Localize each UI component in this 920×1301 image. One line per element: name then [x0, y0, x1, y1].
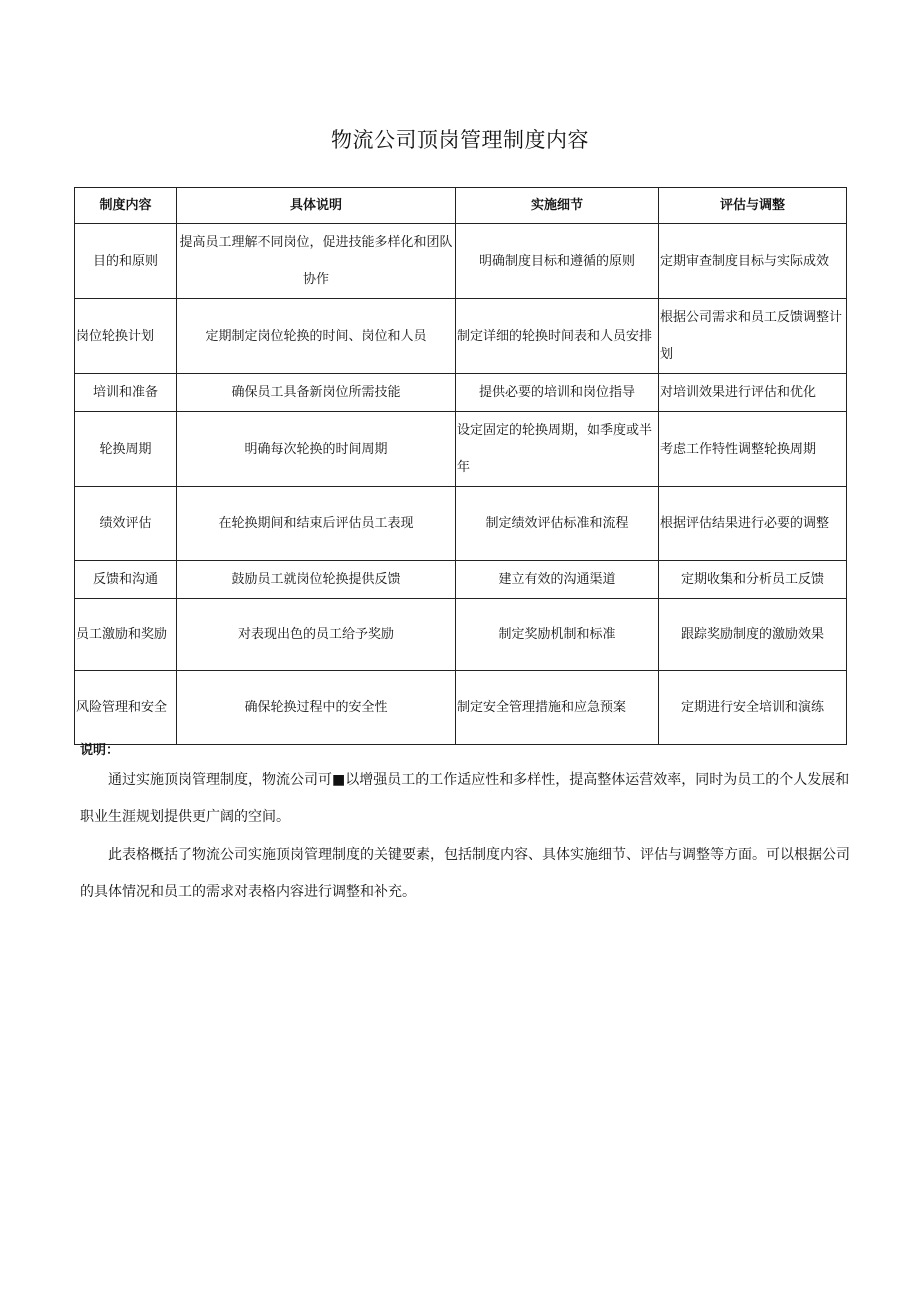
- cell-implementation: 建立有效的沟通渠道: [456, 561, 659, 599]
- notes-paragraph: 通过实施顶岗管理制度，物流公司可■以增强员工的工作适应性和多样性，提高整体运营效率，同时为员工的个人发展和职业生涯规划提供更广阔的空间。: [80, 772, 850, 825]
- cell-evaluation: 定期进行安全培训和演练: [659, 671, 847, 745]
- cell-policy: 员工激励和奖励: [75, 599, 177, 671]
- table-row: [75, 299, 847, 374]
- cell-implementation: 明确制度目标和遵循的原则: [456, 224, 659, 299]
- cell-implementation: 提供必要的培训和岗位指导: [456, 374, 659, 412]
- table-row: [75, 561, 847, 599]
- header-evaluation: 评估与调整: [659, 188, 847, 224]
- cell-implementation: 设定固定的轮换周期，如季度或半年: [456, 412, 659, 487]
- cell-description: 对表现出色的员工给予奖励: [177, 599, 456, 671]
- cell-description: 确保轮换过程中的安全性: [177, 671, 456, 745]
- table-row: [75, 671, 847, 745]
- cell-policy: 目的和原则: [75, 224, 177, 299]
- cell-evaluation: 根据评估结果进行必要的调整: [659, 487, 847, 561]
- cell-description: 提高员工理解不同岗位，促进技能多样化和团队协作: [177, 224, 456, 299]
- cell-description: 明确每次轮换的时间周期: [177, 412, 456, 487]
- cell-evaluation: 跟踪奖励制度的激励效果: [659, 599, 847, 671]
- cell-implementation: 制定详细的轮换时间表和人员安排: [456, 299, 659, 374]
- cell-policy: 反馈和沟通: [75, 561, 177, 599]
- notes-paragraph: 此表格概括了物流公司实施顶岗管理制度的关键要素，包括制度内容、具体实施细节、评估与调整等方面。可以根据公司的具体情况和员工的需求对表格内容进行调整和补充。: [80, 847, 850, 900]
- cell-description: 在轮换期间和结束后评估员工表现: [177, 487, 456, 561]
- cell-policy: 轮换周期: [75, 412, 177, 487]
- cell-evaluation: 对培训效果进行评估和优化: [659, 374, 847, 412]
- table-header-row: [75, 188, 847, 224]
- policy-table: [74, 187, 847, 745]
- table-row: [75, 412, 847, 487]
- table-row: [75, 487, 847, 561]
- cell-implementation: 制定安全管理措施和应急预案: [456, 671, 659, 745]
- cell-evaluation: 考虑工作特性调整轮换周期: [659, 412, 847, 487]
- notes-label: 说明：: [80, 743, 120, 758]
- cell-policy: 风险管理和安全: [75, 671, 177, 745]
- table-row: [75, 599, 847, 671]
- header-implementation: 实施细节: [456, 188, 659, 224]
- cell-policy: 绩效评估: [75, 487, 177, 561]
- cell-policy: 岗位轮换计划: [75, 299, 177, 374]
- header-policy-content: 制度内容: [75, 188, 177, 224]
- cell-evaluation: 定期收集和分析员工反馈: [659, 561, 847, 599]
- cell-evaluation: 根据公司需求和员工反馈调整计划: [659, 299, 847, 374]
- cell-implementation: 制定奖励机制和标准: [456, 599, 659, 671]
- cell-implementation: 制定绩效评估标准和流程: [456, 487, 659, 561]
- table-row: [75, 224, 847, 299]
- table-row: [75, 374, 847, 412]
- header-description: 具体说明: [177, 188, 456, 224]
- cell-description: 定期制定岗位轮换的时间、岗位和人员: [177, 299, 456, 374]
- cell-description: 鼓励员工就岗位轮换提供反馈: [177, 561, 456, 599]
- cell-policy: 培训和准备: [75, 374, 177, 412]
- cell-description: 确保员工具备新岗位所需技能: [177, 374, 456, 412]
- document-title: 物流公司顶岗管理制度内容: [331, 128, 589, 152]
- cell-evaluation: 定期审查制度目标与实际成效: [659, 224, 847, 299]
